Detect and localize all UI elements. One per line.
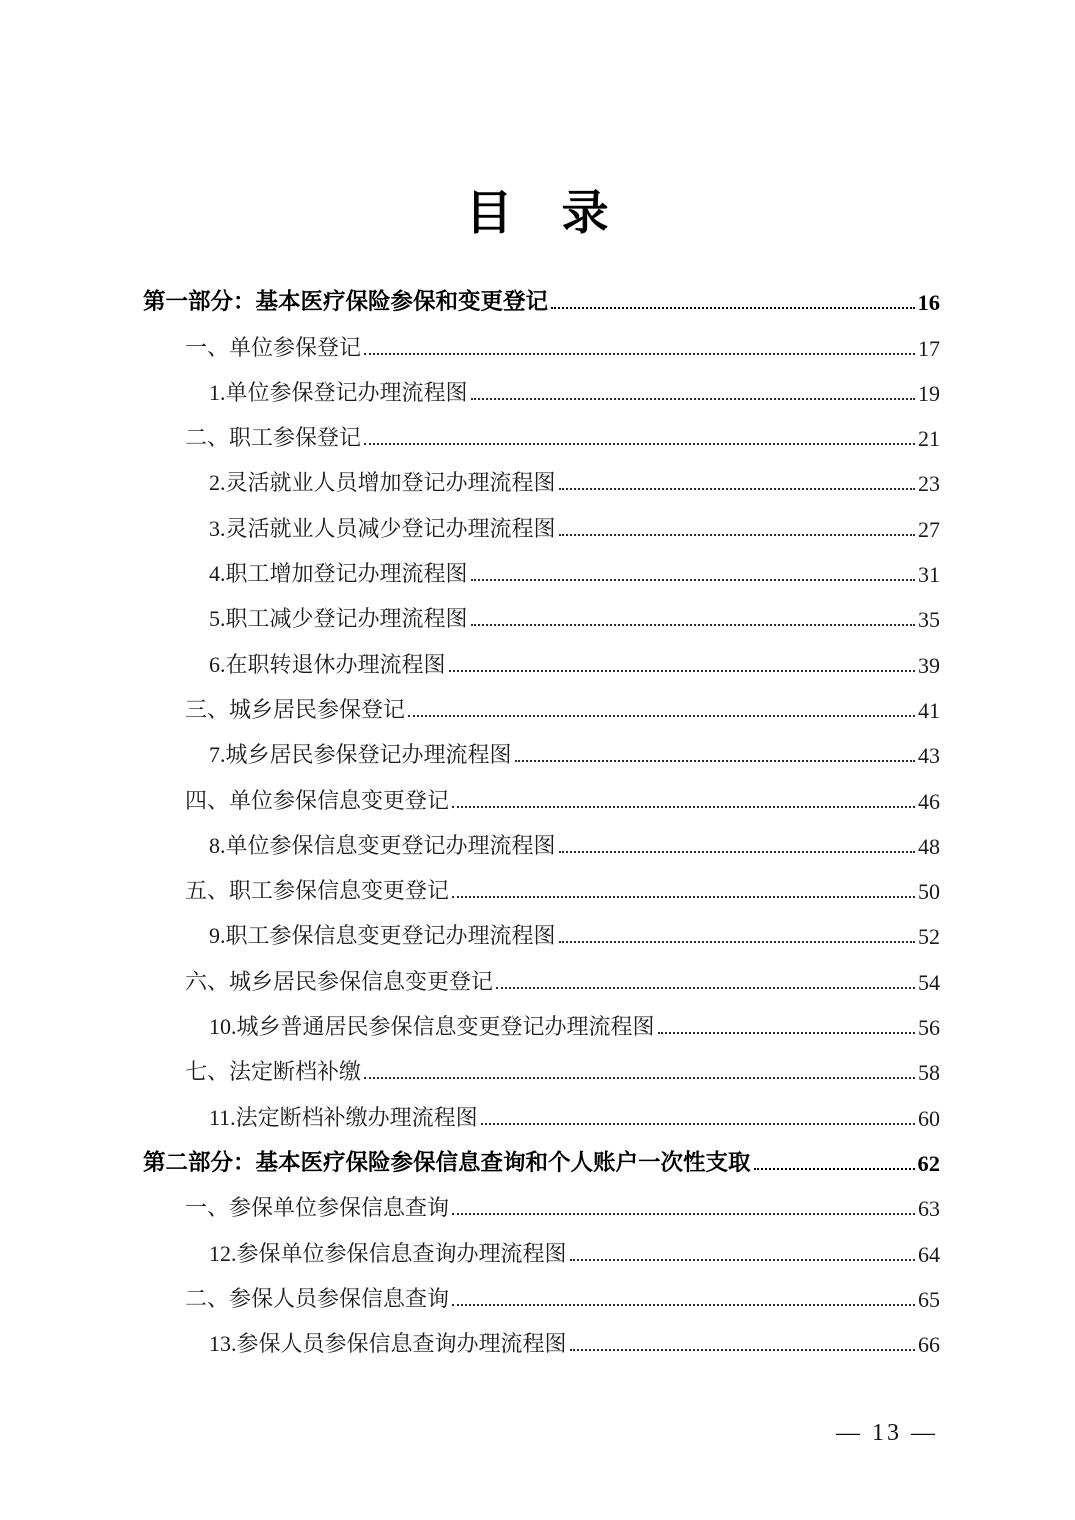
toc-entry-label: 七、法定断档补缴 (185, 1059, 362, 1085)
toc-entry-label: 5.职工减少登记办理流程图 (209, 606, 468, 632)
toc-entry[interactable] (143, 1313, 940, 1358)
toc-entry-page-number: 58 (918, 1060, 940, 1086)
toc-entry-page-number: 23 (918, 471, 940, 497)
toc-entry-label: 3.灵活就业人员减少登记办理流程图 (209, 515, 556, 541)
toc-entry[interactable] (143, 1177, 940, 1222)
dot-leader-icon (364, 1077, 915, 1079)
toc-entry[interactable] (143, 452, 940, 497)
dot-leader-icon (551, 307, 914, 309)
dot-leader-icon (471, 579, 915, 581)
toc-entry[interactable] (143, 1222, 940, 1267)
dot-leader-icon (515, 760, 915, 762)
dot-leader-icon (449, 670, 915, 672)
footer-page-number: — 13 — (836, 1420, 938, 1446)
dot-leader-icon (452, 1213, 915, 1215)
dot-leader-icon (559, 488, 915, 490)
toc-entry-label: 三、城乡居民参保登记 (185, 696, 406, 722)
toc-entry-label: 8.单位参保信息变更登记办理流程图 (209, 832, 556, 858)
toc-entry-page-number: 66 (918, 1332, 940, 1358)
toc-entry-label: 二、职工参保登记 (185, 425, 362, 451)
toc-entry-page-number: 54 (918, 969, 940, 995)
dot-leader-icon (471, 624, 915, 626)
toc-entry[interactable] (143, 815, 940, 860)
toc-entry[interactable] (143, 543, 940, 588)
page-footer (836, 1420, 938, 1447)
toc-entry[interactable] (143, 769, 940, 814)
dot-leader-icon (658, 1032, 915, 1034)
toc-entry-label: 第二部分：基本医疗保险参保信息查询和个人账户一次性支取 (143, 1149, 751, 1175)
toc-entry-page-number: 17 (918, 335, 940, 361)
toc-entry-page-number: 27 (918, 516, 940, 542)
toc-entry[interactable] (143, 497, 940, 542)
toc-entry-label: 四、单位参保信息变更登记 (185, 787, 450, 813)
toc-entry-label: 11.法定断档补缴办理流程图 (209, 1104, 478, 1130)
toc-entry-page-number: 56 (918, 1015, 940, 1041)
toc-entry-label: 1.单位参保登记办理流程图 (209, 379, 468, 405)
toc-entry-page-number: 41 (918, 697, 940, 723)
toc-entry[interactable] (143, 362, 940, 407)
toc-entry-label: 12.参保单位参保信息查询办理流程图 (209, 1240, 567, 1266)
dot-leader-icon (559, 534, 915, 536)
toc-entry[interactable] (143, 271, 940, 316)
toc-entry-label: 六、城乡居民参保信息变更登记 (185, 968, 494, 994)
toc-entry-page-number: 35 (918, 607, 940, 633)
dot-leader-icon (471, 398, 915, 400)
toc-entry-page-number: 65 (918, 1286, 940, 1312)
toc-entry-label: 一、参保单位参保信息查询 (185, 1195, 450, 1221)
toc-entry[interactable] (143, 316, 940, 361)
table-of-contents (143, 271, 940, 1358)
toc-entry[interactable] (143, 1041, 940, 1086)
toc-entry[interactable] (143, 1086, 940, 1131)
toc-entry-page-number: 31 (918, 562, 940, 588)
toc-entry-page-number: 62 (917, 1150, 940, 1176)
toc-entry-label: 9.职工参保信息变更登记办理流程图 (209, 923, 556, 949)
toc-entry[interactable] (143, 905, 940, 950)
toc-entry-page-number: 50 (918, 879, 940, 905)
toc-entry-page-number: 43 (918, 743, 940, 769)
dot-leader-icon (452, 896, 915, 898)
toc-entry-label: 一、单位参保登记 (185, 334, 362, 360)
toc-entry[interactable] (143, 1132, 940, 1177)
dot-leader-icon (496, 987, 915, 989)
toc-entry-label: 7.城乡居民参保登记办理流程图 (209, 742, 512, 768)
dot-leader-icon (754, 1168, 915, 1170)
toc-entry[interactable] (143, 950, 940, 995)
toc-entry[interactable] (143, 633, 940, 678)
toc-entry[interactable] (143, 724, 940, 769)
toc-entry-page-number: 60 (918, 1105, 940, 1131)
toc-entry-page-number: 19 (918, 380, 940, 406)
dot-leader-icon (559, 941, 915, 943)
dot-leader-icon (570, 1259, 915, 1261)
toc-entry[interactable] (143, 860, 940, 905)
dot-leader-icon (452, 1304, 915, 1306)
toc-entry-label: 6.在职转退休办理流程图 (209, 651, 446, 677)
toc-entry-page-number: 52 (918, 924, 940, 950)
toc-entry-page-number: 64 (918, 1241, 940, 1267)
dot-leader-icon (452, 806, 915, 808)
toc-entry-label: 第一部分：基本医疗保险参保和变更登记 (143, 289, 549, 315)
toc-entry-label: 10.城乡普通居民参保信息变更登记办理流程图 (209, 1014, 655, 1040)
dot-leader-icon (570, 1349, 915, 1351)
toc-entry-page-number: 16 (917, 290, 940, 316)
toc-entry-page-number: 46 (918, 788, 940, 814)
dot-leader-icon (364, 353, 915, 355)
dot-leader-icon (408, 715, 915, 717)
page-title: 目 录 (465, 188, 610, 240)
toc-entry-label: 4.职工增加登记办理流程图 (209, 561, 468, 587)
toc-entry-page-number: 63 (918, 1196, 940, 1222)
toc-entry-page-number: 39 (918, 652, 940, 678)
toc-entry-page-number: 21 (918, 426, 940, 452)
dot-leader-icon (364, 443, 915, 445)
toc-entry-page-number: 48 (918, 833, 940, 859)
toc-entry[interactable] (143, 407, 940, 452)
toc-entry-label: 五、职工参保信息变更登记 (185, 878, 450, 904)
toc-entry[interactable] (143, 679, 940, 724)
toc-entry[interactable] (143, 588, 940, 633)
toc-entry-label: 二、参保人员参保信息查询 (185, 1285, 450, 1311)
toc-entry[interactable] (143, 1268, 940, 1313)
dot-leader-icon (481, 1123, 915, 1125)
toc-entry[interactable] (143, 996, 940, 1041)
toc-entry-label: 2.灵活就业人员增加登记办理流程图 (209, 470, 556, 496)
toc-entry-label: 13.参保人员参保信息查询办理流程图 (209, 1331, 567, 1357)
dot-leader-icon (559, 851, 915, 853)
